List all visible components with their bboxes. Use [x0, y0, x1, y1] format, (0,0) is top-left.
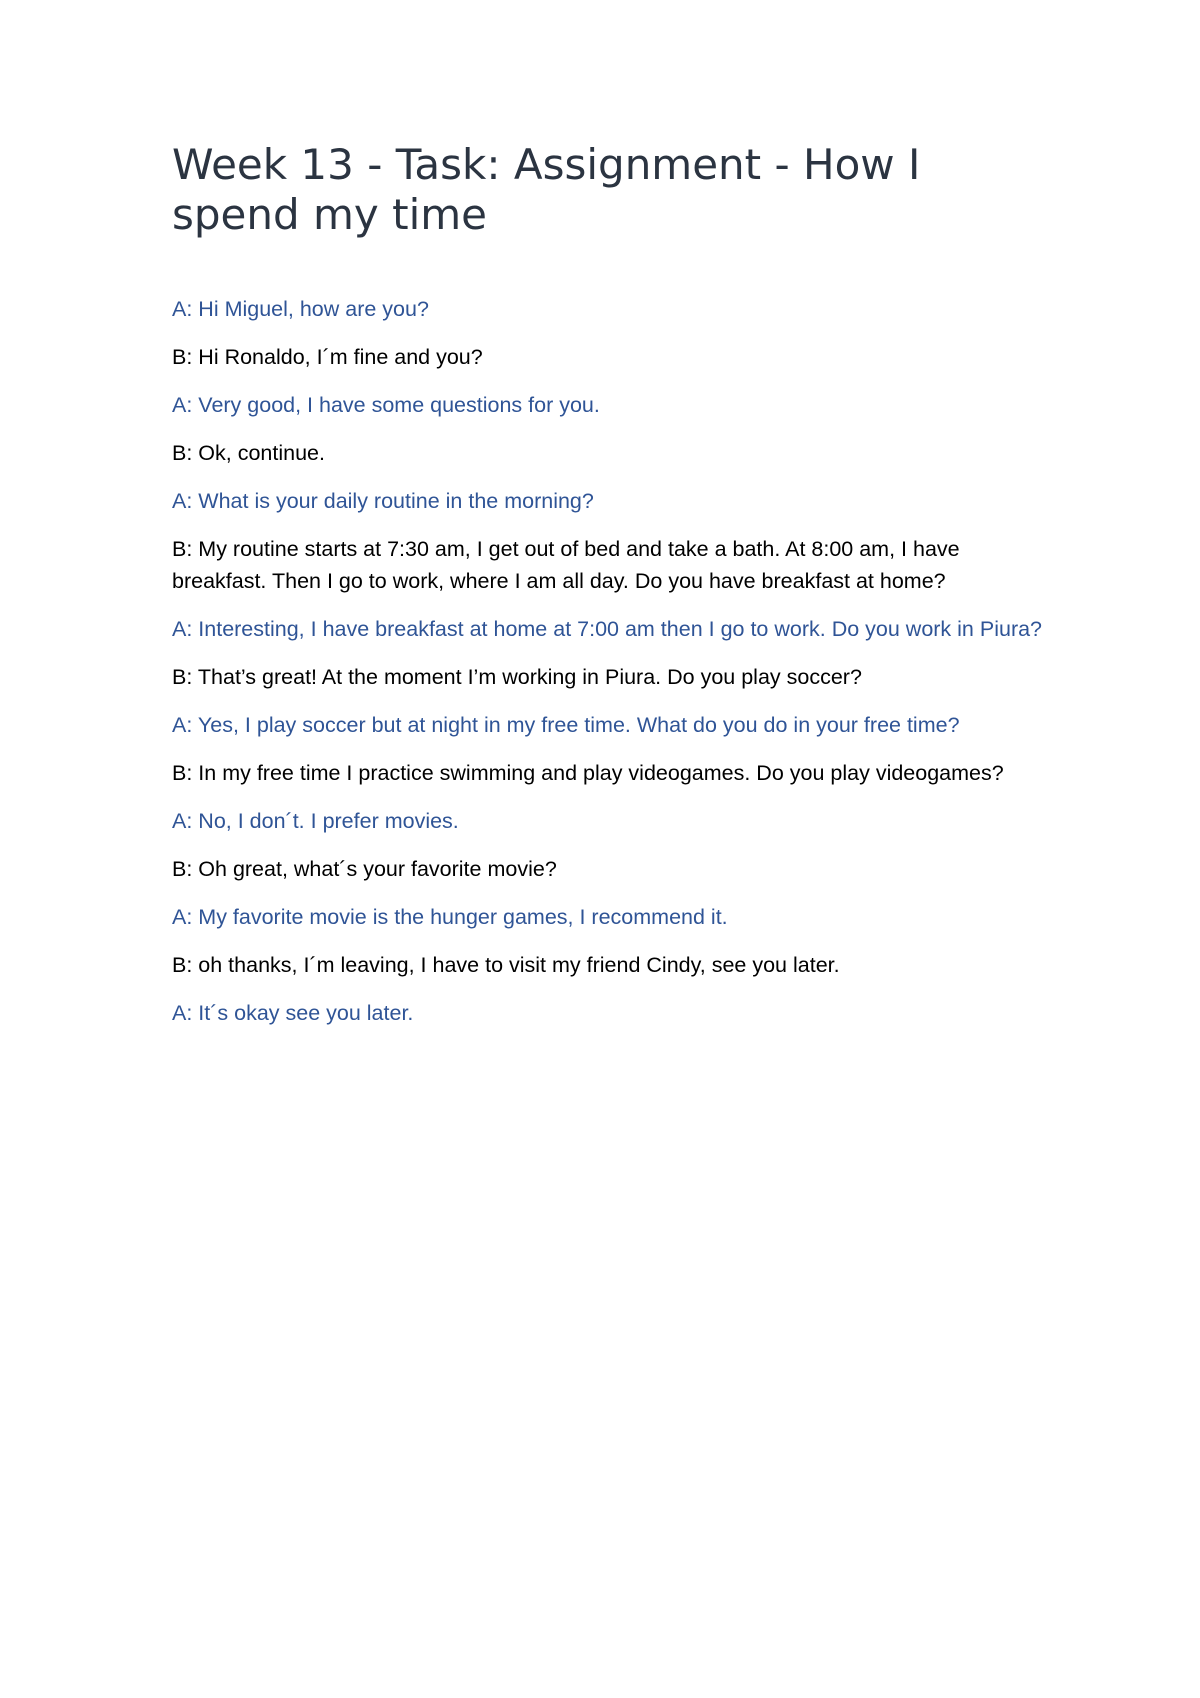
dialogue-line-b: B: Oh great, what´s your favorite movie? — [172, 857, 557, 881]
dialogue-line-b: B: In my free time I practice swimming and play videogames. Do you play videogames? — [172, 761, 1004, 785]
dialogue-line-a: A: Very good, I have some questions for you. — [172, 393, 600, 417]
dialogue-line-a: A: Interesting, I have breakfast at home at 7:00 am then I go to work. Do you work in Piura? — [172, 617, 1043, 641]
document-title: Week 13 - Task: Assignment - How I spend my time — [172, 140, 921, 239]
dialogue-line-b: B: My routine starts at 7:30 am, I get out of bed and take a bath. At 8:00 am, I have breakfast. Then I go to work, where I am all day. Do you have breakfast at home? — [172, 537, 960, 593]
dialogue-line-b: B: That’s great! At the moment I’m working in Piura. Do you play soccer? — [172, 665, 862, 689]
dialogue-line-a: A: Yes, I play soccer but at night in my free time. What do you do in your free time? — [172, 713, 960, 737]
dialogue-line-a: A: Hi Miguel, how are you? — [172, 297, 429, 321]
dialogue-line-b: B: Ok, continue. — [172, 441, 325, 465]
dialogue-line-b: B: oh thanks, I´m leaving, I have to visit my friend Cindy, see you later. — [172, 953, 840, 977]
dialogue — [172, 293, 1052, 1045]
dialogue-line-a: A: No, I don´t. I prefer movies. — [172, 809, 459, 833]
dialogue-line-b: B: Hi Ronaldo, I´m fine and you? — [172, 345, 483, 369]
dialogue-line-a: A: What is your daily routine in the morning? — [172, 489, 594, 513]
dialogue-line-a: A: It´s okay see you later. — [172, 1001, 414, 1025]
dialogue-line-a: A: My favorite movie is the hunger games, I recommend it. — [172, 905, 728, 929]
